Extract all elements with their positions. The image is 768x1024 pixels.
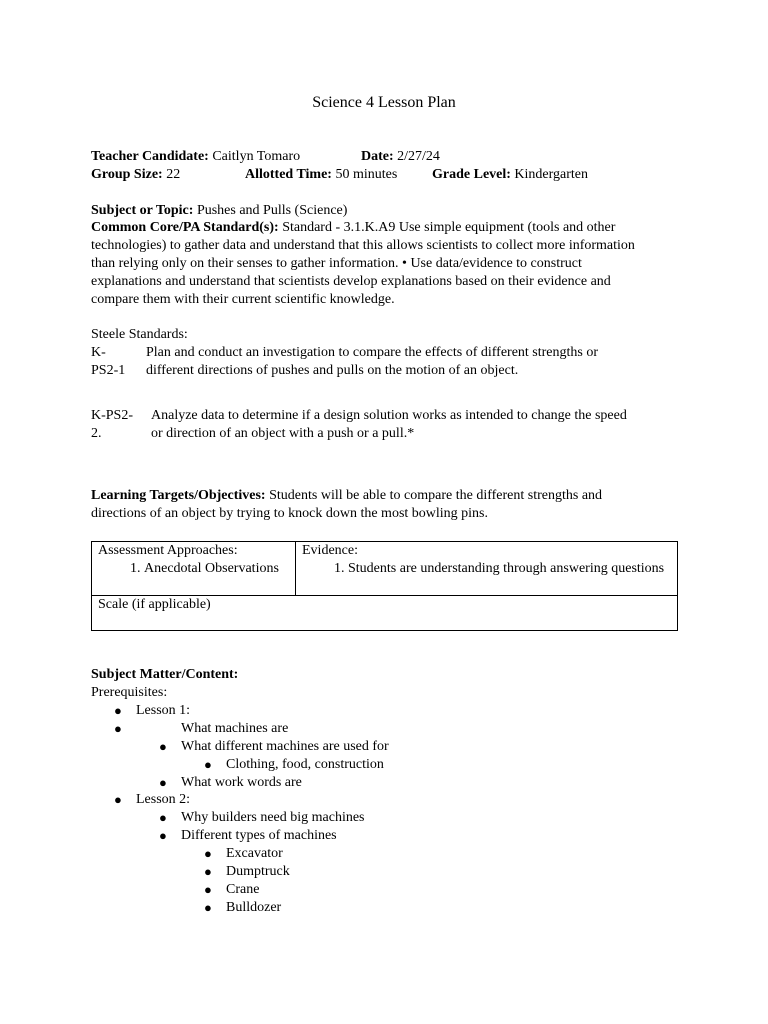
common-core-standards	[91, 219, 691, 309]
steele-standard-text	[146, 344, 676, 380]
learning-line: Students will be able to compare the different strengths and	[269, 488, 603, 503]
learning-targets	[91, 487, 691, 523]
list-item: Excavator	[226, 846, 283, 861]
approaches-label: Assessment Approaches:	[98, 543, 238, 558]
subject-topic	[91, 202, 681, 220]
learning-label: Learning Targets/Objectives:	[91, 488, 266, 503]
bullet-icon: ●	[204, 846, 212, 861]
bullet-icon: ●	[204, 900, 212, 915]
list-item: Dumptruck	[226, 864, 290, 879]
code-line: K-PS2-	[91, 408, 134, 423]
bullet-icon: ●	[114, 792, 122, 807]
grade-label: Grade Level:	[432, 167, 511, 182]
time-value: 50 minutes	[335, 167, 398, 182]
page-title: Science 4 Lesson Plan	[312, 94, 456, 111]
list-item: Lesson 2:	[136, 792, 191, 807]
teacher-candidate-line	[91, 148, 300, 166]
bullet-icon: ●	[204, 882, 212, 897]
group-value: 22	[166, 167, 181, 182]
approaches-list	[98, 560, 289, 578]
steele-standards-heading: Steele Standards:	[91, 327, 188, 342]
list-item: What work words are	[181, 775, 302, 790]
allotted-time-line	[245, 166, 397, 184]
standard-text-line: different directions of pushes and pulls on the motion of an object.	[146, 363, 519, 378]
standards-line: technologies) to gather data and understand that this allows scientists to collect more information	[91, 238, 635, 253]
standard-text-line: or direction of an object with a push or a pull.*	[151, 426, 415, 441]
bullet-icon: ●	[204, 757, 212, 772]
steele-standard-code	[91, 344, 143, 380]
bullet-icon: ●	[159, 775, 167, 790]
scale-cell: Scale (if applicable)	[92, 596, 678, 631]
list-item: Different types of machines	[181, 828, 337, 843]
assessment-approaches-cell	[92, 542, 296, 596]
subject-value: Pushes and Pulls (Science)	[196, 203, 348, 218]
list-item: 1. Anecdotal Observations	[144, 560, 289, 578]
table-row	[92, 596, 678, 631]
steele-standard-code	[91, 407, 143, 443]
group-label: Group Size:	[91, 167, 163, 182]
code-line: 2.	[91, 426, 102, 441]
heading-text: Subject Matter/Content:	[91, 667, 239, 682]
date-label: Date:	[361, 149, 394, 164]
list-item: Crane	[226, 882, 260, 897]
teacher-value: Caitlyn Tomaro	[212, 149, 301, 164]
bullet-icon: ●	[114, 721, 122, 736]
bullet-icon: ●	[204, 864, 212, 879]
list-item: Bulldozer	[226, 900, 282, 915]
standards-line: compare them with their current scientific knowledge.	[91, 292, 395, 307]
subject-label: Subject or Topic:	[91, 203, 194, 218]
bullet-icon: ●	[159, 828, 167, 843]
standards-line: Standard - 3.1.K.A9 Use simple equipment (tools and other	[282, 220, 616, 235]
learning-line: directions of an object by trying to knock down the most bowling pins.	[91, 506, 489, 521]
group-size-line	[91, 166, 180, 184]
list-item: What machines are	[181, 721, 289, 736]
grade-level-line	[432, 166, 588, 184]
steele-standard-text	[151, 407, 681, 443]
code-line: K-	[91, 345, 106, 360]
bullet-icon: ●	[114, 703, 122, 718]
list-item: What different machines are used for	[181, 739, 389, 754]
standards-line: explanations and understand that scientists develop explanations based on their evidence and	[91, 274, 611, 289]
assessment-table	[91, 541, 678, 631]
standards-line: than relying only on their senses to gather information. • Use data/evidence to construct	[91, 256, 582, 271]
standard-text-line: Plan and conduct an investigation to compare the effects of different strengths or	[146, 345, 599, 360]
bullet-icon: ●	[159, 810, 167, 825]
subject-matter-heading	[91, 666, 681, 684]
evidence-list	[302, 560, 671, 578]
time-label: Allotted Time:	[245, 167, 332, 182]
prerequisites-label: Prerequisites:	[91, 685, 168, 700]
table-row	[92, 542, 678, 596]
standards-label: Common Core/PA Standard(s):	[91, 220, 279, 235]
list-item: Why builders need big machines	[181, 810, 365, 825]
teacher-label: Teacher Candidate:	[91, 149, 209, 164]
date-line	[361, 148, 440, 166]
evidence-cell	[296, 542, 678, 596]
evidence-label: Evidence:	[302, 543, 358, 558]
list-item: Clothing, food, construction	[226, 757, 384, 772]
bullet-icon: ●	[159, 739, 167, 754]
list-item: 1. Students are understanding through answering questions	[348, 560, 671, 578]
list-item: Lesson 1:	[136, 703, 191, 718]
date-value: 2/27/24	[397, 149, 440, 164]
code-line: PS2-1	[91, 363, 126, 378]
grade-value: Kindergarten	[514, 167, 589, 182]
standard-text-line: Analyze data to determine if a design solution works as intended to change the speed	[151, 408, 627, 423]
